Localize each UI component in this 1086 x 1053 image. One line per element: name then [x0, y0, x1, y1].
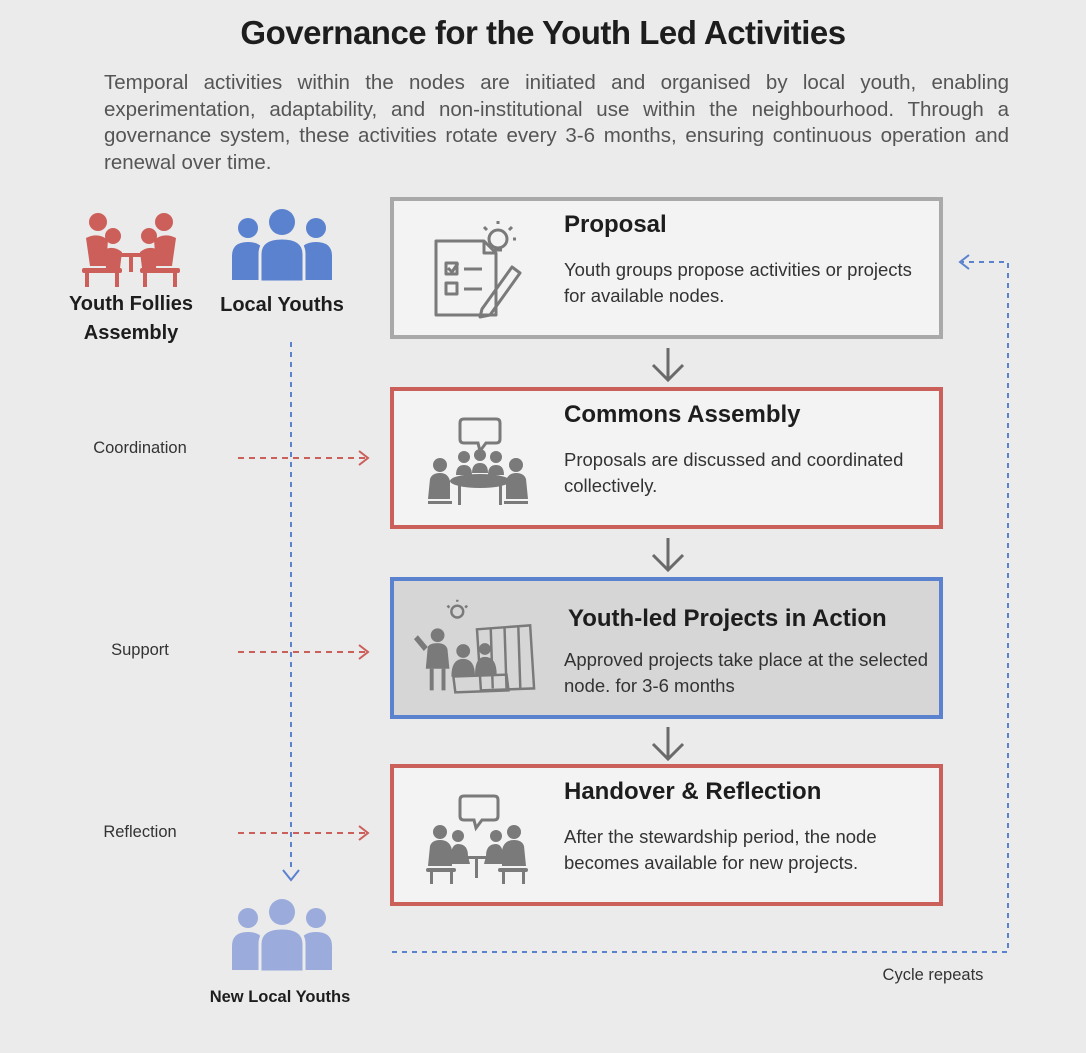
youth-follies-assembly	[55, 208, 207, 348]
local-youths-label: Local Youths	[220, 294, 344, 316]
coordination-label: Coordination	[93, 439, 187, 457]
checklist-lightbulb-icon	[424, 219, 530, 319]
people-group-icon	[230, 898, 334, 974]
meeting-table-icon	[424, 409, 530, 509]
intro-text: Temporal activities within the nodes are initiated and organised by local youth, enabling experimentation, adaptability, and non-institutional use within the neighbourhood. Through a governance system, these activities rotate every 3-6 months, ensuring continuous operation and renewal over time.	[104, 71, 1009, 174]
down-arrow-1	[653, 348, 683, 380]
down-arrow-2	[653, 538, 683, 570]
reflection-arrow	[238, 826, 368, 840]
support-arrow	[238, 645, 368, 659]
stage-title: Youth-led Projects in Action	[568, 605, 887, 632]
people-group-icon	[76, 208, 186, 290]
page-title: Governance for the Youth Led Activities	[240, 14, 846, 51]
new-local-youths-label: New Local Youths	[209, 988, 351, 1006]
cycle-repeats-label: Cycle repeats	[882, 966, 984, 984]
coordination-arrow	[238, 451, 368, 465]
stage-handover-reflection	[390, 764, 943, 906]
reflection-label: Reflection	[103, 823, 177, 841]
workshop-icon	[412, 599, 540, 699]
support-label: Support	[111, 641, 169, 659]
stage-description: Approved projects take place at the selected node. for 3-6 months	[564, 649, 929, 696]
new-local-youths	[212, 898, 352, 974]
stage-title: Commons Assembly	[564, 401, 801, 428]
people-group-icon	[230, 208, 334, 284]
stage-description: Youth groups propose activities or projects for available nodes.	[564, 259, 912, 306]
stage-title: Proposal	[564, 211, 667, 238]
youth-timeline-arrowhead	[283, 870, 299, 880]
stage-projects-in-action	[390, 577, 943, 719]
stage-title: Handover & Reflection	[564, 778, 822, 805]
stage-proposal	[390, 197, 943, 339]
stage-commons-assembly	[390, 387, 943, 529]
down-arrow-3	[653, 727, 683, 759]
stage-description: Proposals are discussed and coordinated collectively.	[564, 449, 904, 496]
dialogue-icon	[424, 786, 530, 886]
stage-description: After the stewardship period, the node becomes available for new projects.	[564, 826, 877, 873]
assembly-label: Youth Follies Assembly	[68, 293, 194, 344]
local-youths	[212, 208, 352, 320]
